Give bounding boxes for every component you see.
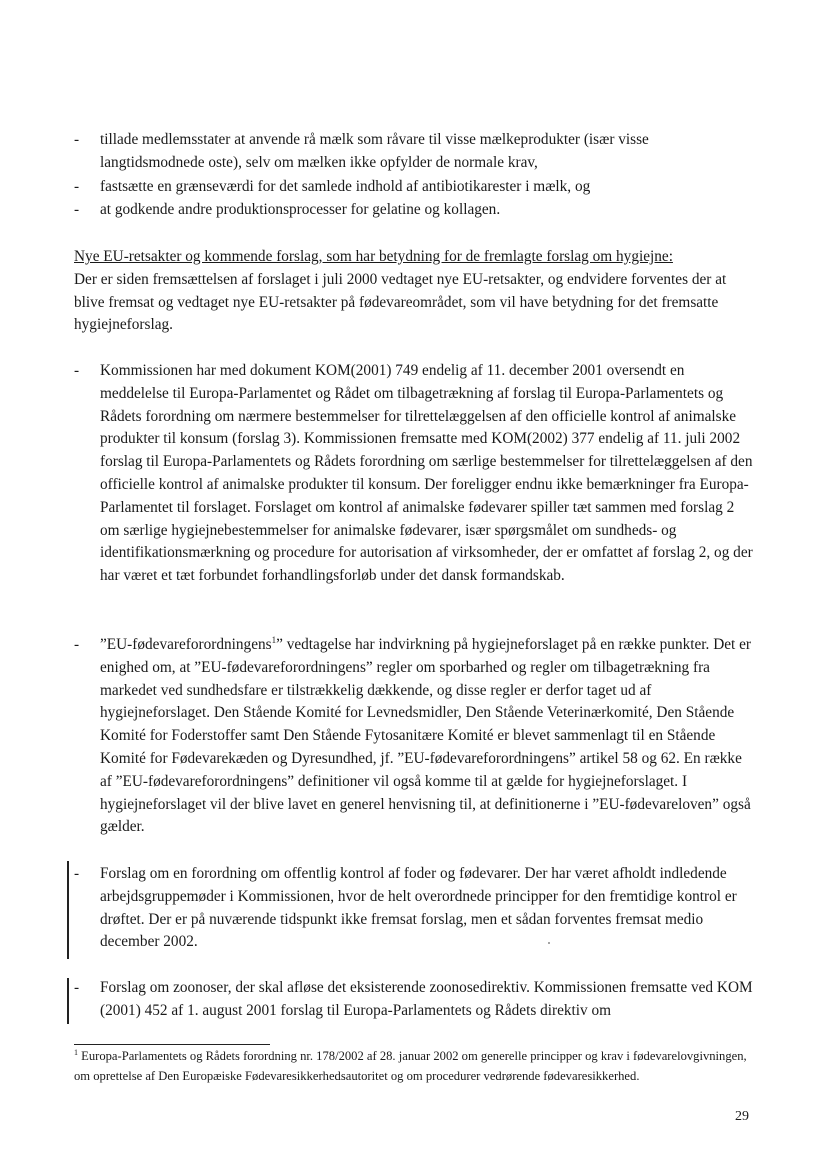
list-item	[74, 360, 754, 588]
list-item	[74, 199, 754, 222]
bullet-dash: -	[74, 131, 80, 148]
list-item-text: Forslag om en forordning om offentlig kontrol af foder og fødevarer. Der har været afholdt indledende arbejdsgruppemøder i Kommissionen, hvor de helt overordnede principper for den fremtidige kontrol er drøftet. Der er på nuværende tidspunkt ikke fremsat forslag, men et sådan forventes fremsat medio december 2002.	[100, 865, 737, 951]
list-item	[74, 977, 754, 1023]
list-item	[74, 863, 754, 954]
bullet-dash: -	[74, 178, 80, 195]
footnote	[74, 1047, 764, 1086]
list-item-text: Forslag om zoonoser, der skal afløse det eksisterende zoonosedirektiv. Kommissionen fremsatte ved KOM (2001) 452 af 1. august 2001 forslag til Europa-Parlamentets og Rådets direktiv om	[100, 979, 753, 1019]
change-bar	[67, 861, 69, 959]
footnote-divider	[74, 1044, 270, 1045]
bullet-dash: -	[74, 636, 80, 653]
bullet-dash: -	[74, 362, 80, 379]
page-number: 29	[735, 1109, 749, 1124]
section-block	[74, 246, 754, 337]
bullet-dash: -	[74, 865, 80, 882]
list-item	[74, 634, 754, 839]
list-item-text: fastsætte en grænseværdi for det samlede indhold af antibiotikarester i mælk, og	[100, 178, 591, 195]
list-item	[74, 129, 754, 175]
list-item-text	[100, 634, 754, 839]
bullet-dash: -	[74, 979, 80, 996]
text-segment: ” vedtagelse har indvirkning på hygiejneforslaget på en række punkter. Det er enighed om, at ”EU-fødevareforordningens” regler om sporbarhed og regler om tilbagetrækning fra markedet ved sundhedsfare er tilstrækkelig dækkende, og disse regler er derfor taget ud af hygiejneforslaget. Den Stående Komité for Levnedsmidler, Den Stående Veterinærkomité, Den Stående Komité for Foderstoffer samt Den Stående Fytosanitære Komité er blevet sammenlagt til en Stående Komité for Fødevarekæden og Dyresundhed, jf. ”EU-fødevareforordningens” artikel 58 og 62. En række af ”EU-fødevareforordningens” definitioner vil også komme til at gælde for hygiejneforslaget. I hygiejneforslaget vil der blive lavet en generel henvisning til, at definitionerne i ”EU-fødevareloven” også gælder.	[100, 636, 751, 836]
list-item-text: Kommissionen har med dokument KOM(2001) 749 endelig af 11. december 2001 oversendt en meddelelse til Europa-Parlamentet og Rådet om tilbagetrækning af forslag til Europa-Parlamentets og Rådets forordning om nærmere bestemmelser for tilrettelæggelsen af den officielle kontrol af animalske produkter til konsum (forslag 3). Kommissionen fremsatte med KOM(2002) 377 endelig af 11. juli 2002 forslag til Europa-Parlamentets og Rådets forordning om særlige bestemmelser for tilrettelæggelsen af den officielle kontrol af animalske produkter til konsum. Der foreligger endnu ikke bemærkninger fra Europa-Parlamentet til forslaget. Forslaget om kontrol af animalske fødevarer spiller tæt sammen med forslag 2 om særlige hygiejnebestemmelser for animalske fødevarer, især spørgsmålet om sundheds- og identifikationsmærkning og procedure for autorisation af virksomheder, der er omfattet af forslag 2, og der har været et tæt forbundet forhandlingsforløb under det dansk formandskab.	[100, 362, 753, 585]
section-intro: Der er siden fremsættelsen af forslaget i juli 2000 vedtaget nye EU-retsakter, og endvidere forventes der at blive fremsat og vedtaget nye EU-retsakter på fødevareområdet, som vil have betydning for det fremsatte hygiejneforslag.	[74, 270, 727, 334]
change-bar	[67, 978, 69, 1024]
bullet-dash: -	[74, 201, 80, 218]
list-item	[74, 176, 754, 199]
scan-speck	[548, 942, 550, 944]
list-item-text: at godkende andre produktionsprocesser for gelatine og kollagen.	[100, 201, 501, 218]
text-segment: ”EU-fødevareforordningens	[100, 636, 272, 653]
footnote-reference: 1	[271, 634, 277, 645]
footnote-text: Europa-Parlamentets og Rådets forordning nr. 178/2002 af 28. januar 2002 om generelle principper og krav i fødevarelovgivningen, om oprettelse af Den Europæiske Fødevaresikkerhedsautoritet og om procedurer vedrørende fødevaresikkerhed.	[74, 1049, 747, 1083]
section-heading: Nye EU-retsakter og kommende forslag, som har betydning for de fremlagte forslag om hygiejne:	[74, 248, 673, 265]
list-item-text: tillade medlemsstater at anvende rå mælk som råvare til visse mælkeprodukter (især visse langtidsmodnede oste), selv om mælken ikke opfylder de normale krav,	[100, 131, 649, 171]
footnote-mark: 1	[74, 1047, 78, 1057]
